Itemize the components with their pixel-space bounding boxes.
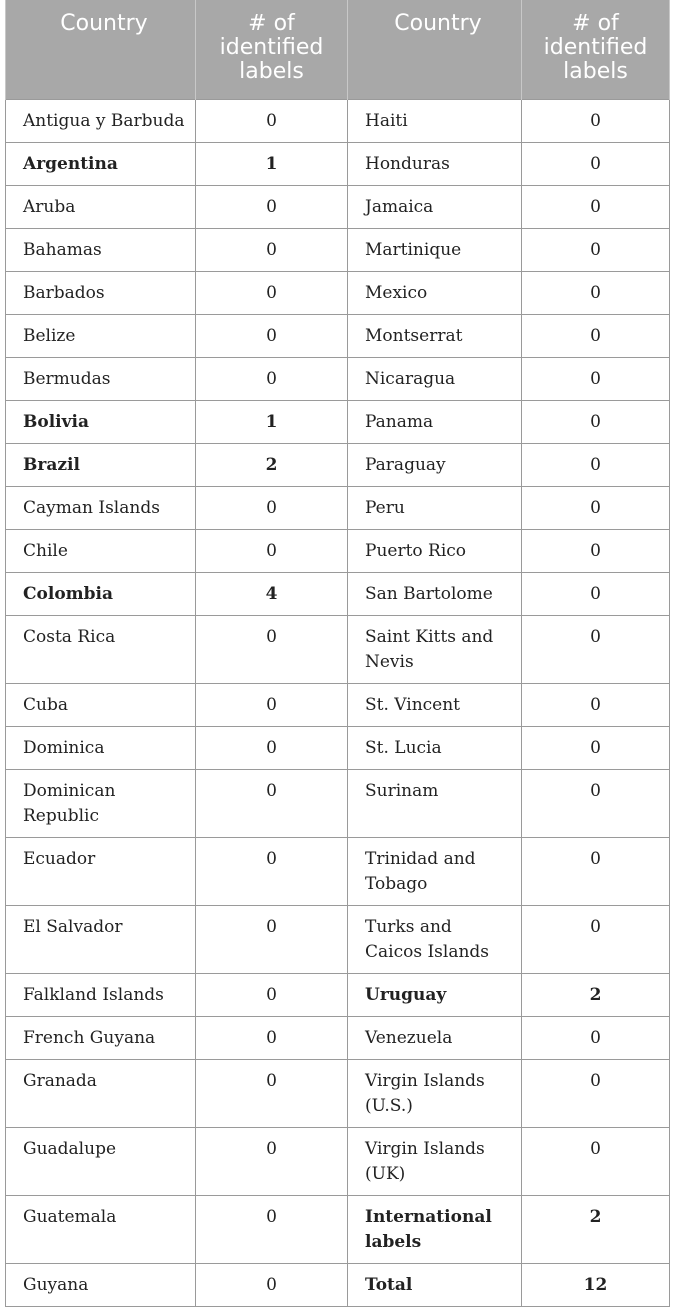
- count-cell: 0: [522, 314, 670, 357]
- country-cell: Antigua y Barbuda: [6, 99, 196, 142]
- count-cell: 0: [522, 1127, 670, 1195]
- country-cell: Honduras: [348, 142, 522, 185]
- table-row: [6, 529, 670, 572]
- count-cell: 0: [196, 1195, 348, 1263]
- count-cell: 0: [196, 726, 348, 769]
- country-cell: Haiti: [348, 99, 522, 142]
- count-cell: 0: [196, 1059, 348, 1127]
- country-cell: Chile: [6, 529, 196, 572]
- table-row: [6, 1195, 670, 1263]
- country-cell: Dominica: [6, 726, 196, 769]
- count-cell: 0: [196, 357, 348, 400]
- country-cell: International labels: [348, 1195, 522, 1263]
- table-row: [6, 228, 670, 271]
- header-country-left: Country: [6, 0, 196, 99]
- count-cell: 0: [196, 271, 348, 314]
- table-row: [6, 357, 670, 400]
- table-row: [6, 837, 670, 905]
- count-cell: 0: [522, 1016, 670, 1059]
- count-cell: 0: [522, 400, 670, 443]
- count-cell: 1: [196, 142, 348, 185]
- table-row: [6, 683, 670, 726]
- country-cell: Falkland Islands: [6, 973, 196, 1016]
- country-cell: Costa Rica: [6, 615, 196, 683]
- count-cell: 0: [522, 905, 670, 973]
- count-cell: 0: [522, 228, 670, 271]
- country-cell: Martinique: [348, 228, 522, 271]
- count-cell: 0: [522, 529, 670, 572]
- count-cell: 0: [196, 486, 348, 529]
- count-cell: 2: [522, 973, 670, 1016]
- count-cell: 2: [196, 443, 348, 486]
- count-cell: 0: [196, 973, 348, 1016]
- table-row: [6, 99, 670, 142]
- count-cell: 0: [522, 837, 670, 905]
- table-row: [6, 271, 670, 314]
- count-cell: 0: [196, 905, 348, 973]
- count-cell: 0: [522, 726, 670, 769]
- country-cell: El Salvador: [6, 905, 196, 973]
- count-cell: 0: [196, 683, 348, 726]
- count-cell: 0: [196, 1016, 348, 1059]
- count-cell: 0: [196, 769, 348, 837]
- table-row: [6, 905, 670, 973]
- table-row: [6, 1016, 670, 1059]
- country-cell: Saint Kitts and Nevis: [348, 615, 522, 683]
- table-row: [6, 142, 670, 185]
- count-cell: 0: [196, 1127, 348, 1195]
- table-row: [6, 615, 670, 683]
- table-row: [6, 769, 670, 837]
- count-cell: 0: [522, 683, 670, 726]
- country-cell: Bolivia: [6, 400, 196, 443]
- count-cell: 0: [522, 486, 670, 529]
- country-cell: Guatemala: [6, 1195, 196, 1263]
- country-cell: Venezuela: [348, 1016, 522, 1059]
- total-label-cell: Total: [348, 1263, 522, 1306]
- count-cell: 0: [522, 142, 670, 185]
- country-cell: Belize: [6, 314, 196, 357]
- count-cell: 0: [196, 99, 348, 142]
- country-cell: Aruba: [6, 185, 196, 228]
- country-cell: Paraguay: [348, 443, 522, 486]
- total-count-cell: 12: [522, 1263, 670, 1306]
- count-cell: 0: [196, 837, 348, 905]
- count-cell: 0: [196, 529, 348, 572]
- table-row: [6, 314, 670, 357]
- country-cell: Ecuador: [6, 837, 196, 905]
- country-cell: Peru: [348, 486, 522, 529]
- country-cell: Surinam: [348, 769, 522, 837]
- country-cell: St. Lucia: [348, 726, 522, 769]
- table-row: [6, 726, 670, 769]
- country-cell: Turks and Caicos Islands: [348, 905, 522, 973]
- count-cell: 0: [196, 185, 348, 228]
- count-cell: 0: [522, 769, 670, 837]
- country-cell: Barbados: [6, 271, 196, 314]
- country-cell: Nicaragua: [348, 357, 522, 400]
- country-cell: Montserrat: [348, 314, 522, 357]
- country-cell: Uruguay: [348, 973, 522, 1016]
- count-cell: 0: [522, 572, 670, 615]
- table-row: [6, 973, 670, 1016]
- country-cell: Cuba: [6, 683, 196, 726]
- country-cell: French Guyana: [6, 1016, 196, 1059]
- count-cell: 0: [522, 1059, 670, 1127]
- total-row: [6, 1263, 670, 1306]
- count-cell: 0: [522, 615, 670, 683]
- header-row: [6, 0, 670, 99]
- table-row: [6, 486, 670, 529]
- table-row: [6, 1059, 670, 1127]
- count-cell: 0: [522, 271, 670, 314]
- country-cell: Virgin Islands (U.S.): [348, 1059, 522, 1127]
- table-row: [6, 443, 670, 486]
- country-cell: Guyana: [6, 1263, 196, 1306]
- country-cell: Virgin Islands (UK): [348, 1127, 522, 1195]
- country-cell: Panama: [348, 400, 522, 443]
- count-cell: 0: [196, 314, 348, 357]
- country-cell: Cayman Islands: [6, 486, 196, 529]
- country-cell: Mexico: [348, 271, 522, 314]
- header-count-left: # of identified labels: [196, 0, 348, 99]
- count-cell: 0: [522, 357, 670, 400]
- country-cell: Granada: [6, 1059, 196, 1127]
- count-cell: 1: [196, 400, 348, 443]
- country-cell: Bahamas: [6, 228, 196, 271]
- table-row: [6, 185, 670, 228]
- country-cell: Brazil: [6, 443, 196, 486]
- country-cell: St. Vincent: [348, 683, 522, 726]
- header-country-right: Country: [348, 0, 522, 99]
- header-count-right: # of identified labels: [522, 0, 670, 99]
- table-row: [6, 1127, 670, 1195]
- country-cell: Colombia: [6, 572, 196, 615]
- count-cell: 0: [522, 443, 670, 486]
- count-cell: 0: [196, 1263, 348, 1306]
- country-cell: San Bartolome: [348, 572, 522, 615]
- count-cell: 0: [196, 228, 348, 271]
- country-cell: Argentina: [6, 142, 196, 185]
- country-cell: Guadalupe: [6, 1127, 196, 1195]
- table-row: [6, 400, 670, 443]
- count-cell: 0: [196, 615, 348, 683]
- country-cell: Dominican Republic: [6, 769, 196, 837]
- country-cell: Trinidad and Tobago: [348, 837, 522, 905]
- labels-by-country-table: [5, 0, 670, 1307]
- count-cell: 2: [522, 1195, 670, 1263]
- country-cell: Bermudas: [6, 357, 196, 400]
- count-cell: 0: [522, 185, 670, 228]
- count-cell: 0: [522, 99, 670, 142]
- count-cell: 4: [196, 572, 348, 615]
- country-cell: Jamaica: [348, 185, 522, 228]
- country-cell: Puerto Rico: [348, 529, 522, 572]
- table-row: [6, 572, 670, 615]
